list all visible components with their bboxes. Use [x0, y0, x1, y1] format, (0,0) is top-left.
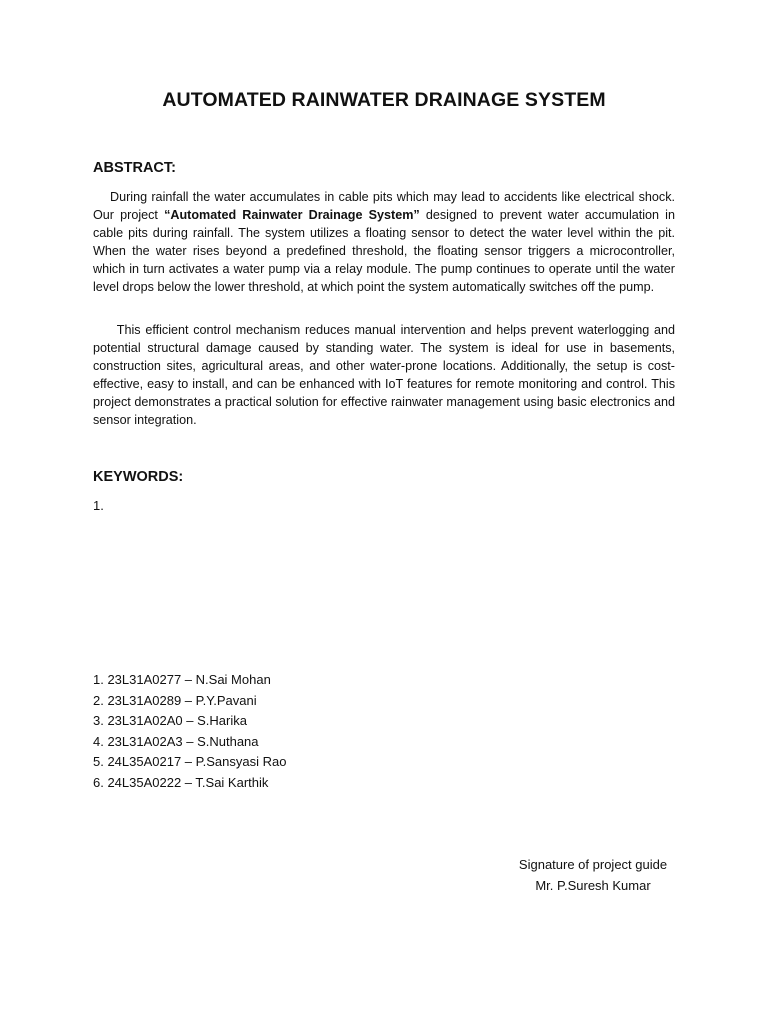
team-member-item: 4. 23L31A02A3 – S.Nuthana	[93, 733, 259, 749]
abstract-heading: ABSTRACT:	[93, 160, 176, 176]
team-member-item: 5. 24L35A0217 – P.Sansyasi Rao	[93, 754, 287, 769]
abstract-p1-intro: During rainfall the water accumulates in cable pits which may lead to accidents like electrical shock. Our project	[93, 190, 675, 222]
signature-label: Signature of project guide	[518, 857, 668, 872]
abstract-paragraph-1	[93, 189, 675, 296]
guide-name: Mr. P.Suresh Kumar	[535, 877, 651, 893]
team-members-list	[93, 670, 286, 793]
keywords-item: 1.	[93, 498, 104, 513]
abstract-p2-text: This efficient control mechanism reduces manual intervention and helps prevent waterlogging and potential structural damage caused by standing water. The system is ideal for use in basements, construction sites, agricultural areas, and other water-prone locations. Additionally, the setup is cost-effective, easy to install, and can be enhanced with IoT features for remote monitoring and control. This project demonstrates a practical solution for effective rainwater management using basic electronics and sensor integration.	[93, 323, 675, 427]
abstract-p1-rest: designed to prevent water accumulation in cable pits during rainfall. The system utilizes a floating sensor to detect the water level within the pit. When the water rises beyond a predefined threshold, the floating sensor triggers a microcontroller, which in turn activates a water pump via a relay module. The pump continues to operate until the water level drops below the lower threshold, at which point the system automatically switches off the pump.	[93, 207, 675, 294]
signature-block	[505, 855, 681, 896]
abstract-paragraph-2	[93, 322, 675, 429]
keywords-heading: KEYWORDS:	[93, 469, 184, 485]
project-name-bold: “Automated Rainwater Drainage System”	[164, 207, 420, 222]
team-member-item: 1. 23L31A0277 – N.Sai Mohan	[93, 672, 271, 687]
team-member-item: 6. 24L35A0222 – T.Sai Karthik	[93, 774, 269, 790]
document-title: AUTOMATED RAINWATER DRAINAGE SYSTEM	[162, 89, 606, 111]
team-member-item: 3. 23L31A02A0 – S.Harika	[93, 713, 247, 728]
team-member-item: 2. 23L31A0289 – P.Y.Pavani	[93, 692, 257, 708]
